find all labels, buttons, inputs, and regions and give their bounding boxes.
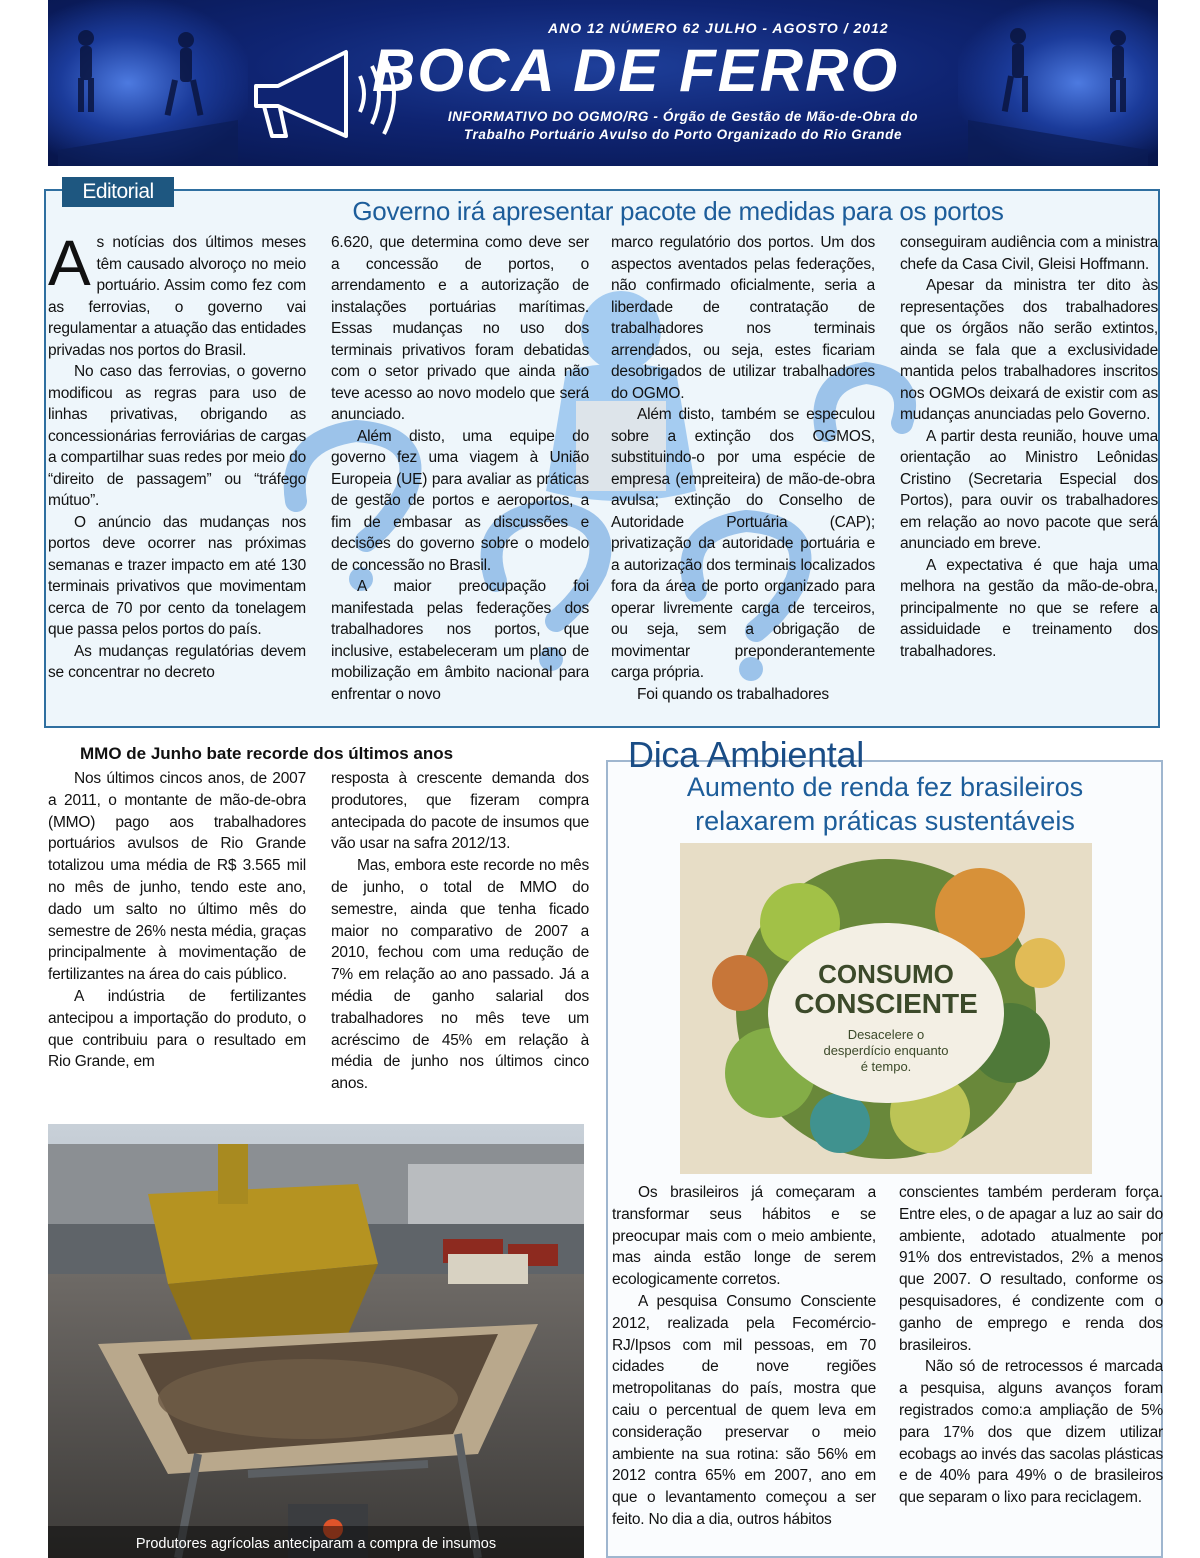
dica-paragraph: conscientes também perderam força. Entre eles, o de apagar a luz ao sair do ambiente, adotado atualmente por 91% dos entrevistados, 2% a menos que 2007. O resultado, conforme os pesquisadores, é condizente com o ganho de emprego e renda dos brasileiros.	[899, 1184, 1163, 1354]
editorial-paragraph: marco regulatório dos portos. Um dos aspectos aventados pelas federações, não confirmado oficialmente, seria a liberdade de contratação de trabalhadores nos terminais arrendados, ou seja, estes ficariam desobrigados de utilizar trabalhadores do OGMO.	[611, 234, 875, 402]
drop-cap: A	[48, 232, 91, 299]
issue-line: ANO 12 NÚMERO 62 JULHO - AGOSTO / 2012	[548, 20, 889, 36]
dica-paragraph: A pesquisa Consumo Consciente 2012, realizada pela Fecomércio-RJ/Ipsos com mil pessoas, em 70 cidades de nove regiões metropolitanas do país, mostra que caiu o percentual de quem leva em consideração preservar o meio ambiente na sua rotina: são 56% em 2012 contra 65% em 2007, ano em que o levantamento começou a ser feito. No dia a dia, outros hábitos	[612, 1292, 876, 1528]
editorial-tab: Editorial	[62, 177, 174, 207]
editorial-paragraph: Apesar da ministra ter dito às representações dos trabalhadores que os órgãos não serão extintos, ainda se fala que a exclusividade mantida pelos trabalhadores inscritos nos OGMOs deixará de existir com as mudanças anunciadas pelo Governo.	[900, 277, 1158, 423]
dica-headline-line-2: relaxarem práticas sustentáveis	[695, 806, 1075, 836]
dica-headline-line-1: Aumento de renda fez brasileiros	[686, 772, 1084, 802]
editorial-paragraph: Além disto, também se especulou sobre a extinção dos OGMOS, substituindo-o por uma espécie de empresa (empreiteira) de mão-de-obra avulsa; extinção do Conselho de Autoridade Portuária (CAP); privatização da autoridade portuária e a autorização dos terminais localizados fora da área de porto organizado para operar livremente carga de terceiros, ou seja, sem a obrigação de movimentar preponderantemente carga própria.	[611, 406, 875, 681]
mmo-headline: MMO de Junho bate recorde dos últimos anos	[80, 744, 454, 763]
dica-paragraph: Não só de retrocessos é marcada a pesquisa, alguns avanços foram registrados como:a ampliação de 5% para 17% dos que dizem utilizar ecobags ao invés das sacolas plásticas e de 40% para 49% o de brasileiros que separam o lixo para reciclagem.	[899, 1358, 1163, 1507]
dica-section-title: Dica Ambiental	[628, 734, 864, 775]
grab-bucket-photo-illustration	[48, 1124, 584, 1558]
editorial-column-3	[611, 232, 875, 726]
mmo-paragraph: Mas, embora este recorde no mês de junho, o total de MMO do semestre, ainda que tenha ficado maior no comparativo de 2007 a 2010, fechou com uma redução de 7% em relação ao ano passado. Já a média de ganho salarial dos trabalhadores no mês teve um acréscimo de 45% em relação à média de junho nos últimos cinco anos.	[331, 857, 589, 1093]
dica-column-1	[612, 1182, 876, 1558]
mmo-paragraph: resposta à crescente demanda dos produtores, que fizeram compra antecipada do pacote de insumos que vão usar na safra 2012/13.	[331, 770, 589, 853]
subtitle-line-2: Trabalho Portuário Avulso do Porto Organizado do Rio Grande	[463, 127, 903, 142]
masthead-subtitle	[368, 108, 998, 144]
dica-column-2	[899, 1182, 1163, 1558]
editorial-paragraph: No caso das ferrovias, o governo modificou as regras para uso de linhas privativas, obrigando as concessionárias ferroviárias de cargas a compartilhar suas redes por meio do “direito de passagem” ou “tráfego mútuo”.	[48, 363, 306, 509]
photo-caption: Produtores agrícolas anteciparam a compra de insumos	[135, 1536, 497, 1552]
editorial-paragraph: A maior preocupação foi manifestada pelas federações dos trabalhadores nos portos, que inclusive, estabeleceram um plano de mobilização em âmbito nacional para enfrentar o novo	[331, 578, 589, 703]
mmo-paragraph: A indústria de fertilizantes antecipou a importação do produto, o que contribuiu para o resultado em Rio Grande, em	[48, 987, 306, 1071]
image-title-line-1: CONSUMO	[818, 959, 954, 989]
image-subtitle-line-1: Desacelere o	[847, 1027, 925, 1042]
editorial-column-2	[331, 232, 589, 726]
editorial-paragraph: 6.620, que determina como deve ser a concessão de portos, o arrendamento e a autorização de instalações portuárias marítimas. Essas mudanças no uso dos terminais privativos foram debatidas com o setor privado que ainda não teve acesso ao novo modelo que será anunciado.	[331, 234, 589, 423]
image-subtitle-line-2: desperdício enquanto	[823, 1043, 949, 1058]
mmo-column-1	[48, 768, 306, 1118]
subtitle-line-1: INFORMATIVO DO OGMO/RG - Órgão de Gestão de Mão-de-Obra do	[447, 109, 919, 124]
editorial-paragraph: Além disto, uma equipe do governo fez uma viagem à União Europeia (UE) para avaliar as práticas de gestão de portos e aeroportos, a fim de embasar as discussões e decisões do governo sobre o modelo de concessão no Brasil.	[331, 427, 589, 574]
editorial-paragraph: A partir desta reunião, houve uma orientação ao Ministro Leônidas Cristino (Secretaria Especial dos Portos), para ouvir os trabalhadores em relação ao novo pacote que será anunciado em breve.	[900, 427, 1158, 552]
editorial-paragraph: As notícias dos últimos meses têm causado alvoroço no meio portuário. Assim como fez com as ferrovias, o governo vai regulamentar a atuação das entidades privadas nos portos do Brasil.	[48, 232, 306, 359]
masthead	[48, 0, 1158, 166]
mmo-paragraph: Nos últimos cincos anos, de 2007 a 2011, o montante de mão-de-obra (MMO) pago aos trabalhadores portuários avulsos de Rio Grande totalizou uma média de R$ 3.565 mil no mês de junho, tendo este ano, dado um salto no último mês do semestre de 26% nesta média, graças principalmente à movimentação de fertilizantes na área do cais público.	[48, 770, 306, 984]
editorial-column-4	[900, 232, 1158, 726]
consumo-consciente-image	[680, 843, 1092, 1174]
fertilizer-unloading-photo	[48, 1124, 584, 1558]
editorial-paragraph: Foi quando os trabalhadores	[637, 685, 829, 703]
editorial-paragraph: As mudanças regulatórias devem se concentrar no decreto	[48, 642, 306, 681]
editorial-paragraph: A expectativa é que haja uma melhora na gestão da mão-de-obra, principalmente no que se refere a assiduidade e treinamento dos trabalhadores.	[900, 556, 1158, 660]
image-subtitle-line-3: é tempo.	[860, 1059, 912, 1074]
dica-paragraph: Os brasileiros já começaram a transformar seus hábitos e se preocupar mais com o meio ambiente, mas ainda estão longe de serem ecologicamente corretos.	[612, 1184, 876, 1289]
newspaper-title: BOCA DE FERRO	[372, 37, 900, 104]
editorial-paragraph: conseguiram audiência com a ministra chefe da Casa Civil, Gleisi Hoffmann.	[900, 234, 1158, 273]
dica-headline	[612, 770, 1158, 838]
editorial-paragraph: O anúncio das mudanças nos portos deve ocorrer nas próximas semanas e trazer impacto em até 130 terminais privativos que movimentam cerca de 70 por cento da tonelagem que passa pelos portos do país.	[48, 513, 306, 638]
mmo-column-2	[331, 768, 589, 1118]
consumo-consciente-illustration	[680, 843, 1092, 1174]
image-title-line-2: CONSCIENTE	[794, 988, 978, 1019]
editorial-headline: Governo irá apresentar pacote de medidas para os portos	[352, 196, 1004, 226]
dockworker-figures-left-icon	[58, 0, 238, 166]
editorial-column-1	[48, 232, 306, 726]
